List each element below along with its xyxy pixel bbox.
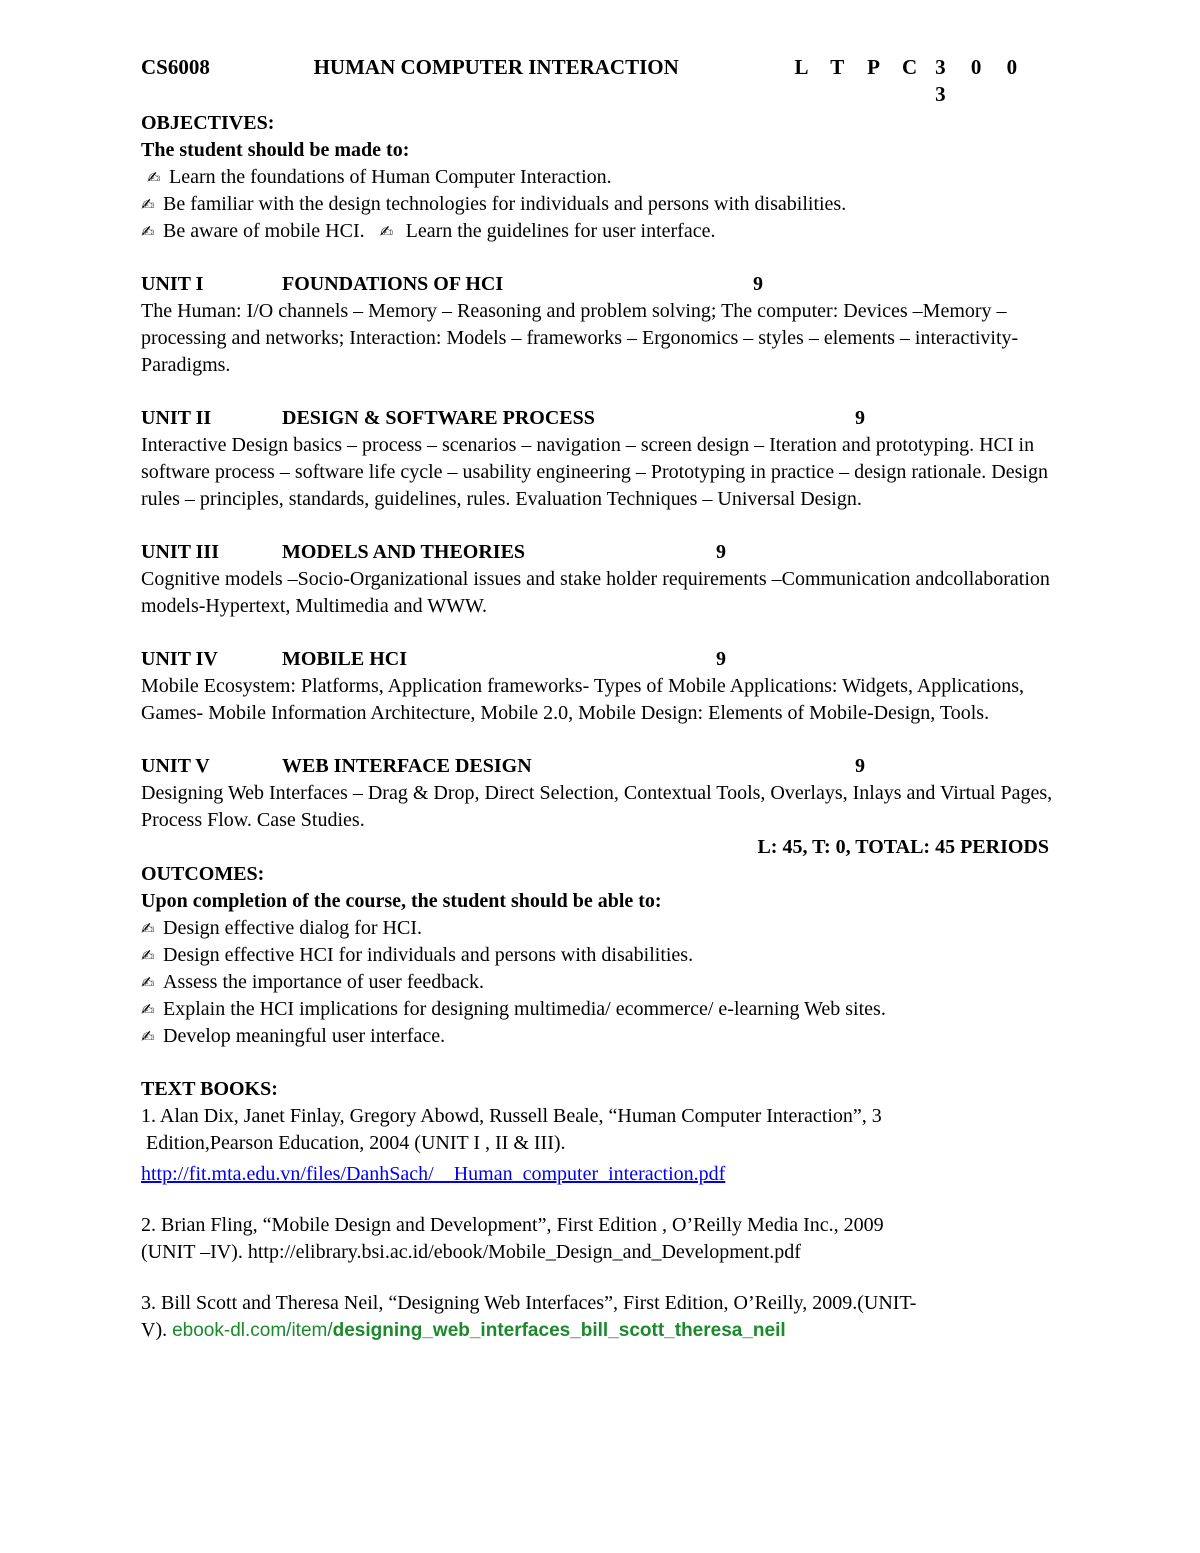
objective-item: ✍ Learn the foundations of Human Computer Interaction.: [141, 164, 1059, 191]
writing-hand-icon: ✍: [141, 946, 155, 965]
objectives-heading: OBJECTIVES:: [141, 112, 275, 134]
outcomes-intro: Upon completion of the course, the student should be able to:: [141, 890, 662, 912]
outcome-item: ✍ Assess the importance of user feedback.: [141, 969, 1059, 996]
textbook-2: 2. Brian Fling, “Mobile Design and Development”, First Edition , O’Reilly Media Inc., 2009 (UNIT –IV). http://elibrary.bsi.ac.id/ebook/Mobile_Design_and_Development.pdf: [141, 1214, 884, 1263]
ltpc-label: L T P C: [794, 55, 927, 79]
objectives-intro: The student should be made to:: [141, 139, 410, 161]
unit-block: [141, 539, 1059, 620]
writing-hand-icon: ✍: [141, 919, 155, 938]
total-periods: L: 45, T: 0, TOTAL: 45 PERIODS: [757, 836, 1049, 858]
unit-label: UNIT II: [141, 407, 212, 429]
unit-label: UNIT IV: [141, 648, 218, 670]
outcome-item: ✍ Develop meaningful user interface.: [141, 1023, 1059, 1050]
writing-hand-icon: ✍: [141, 1027, 155, 1046]
unit-body: Cognitive models –Socio-Organizational issues and stake holder requirements –Communication andcollaboration models-Hypertext, Multimedia and WWW.: [141, 568, 1050, 617]
unit-block: [141, 405, 1059, 513]
textbook-3: 3. Bill Scott and Theresa Neil, “Designing Web Interfaces”, First Edition, O’Reilly, 2009.(UNIT- V). ebook-dl.com/item/designing_web_interfaces_bill_scott_theresa_neil: [141, 1292, 917, 1341]
objective-item: ✍ Be aware of mobile HCI. ✍ Learn the guidelines for user interface.: [141, 218, 1059, 245]
credits-values: 3 0 0 3: [935, 55, 1028, 106]
unit-block: [141, 753, 1059, 834]
unit-hours: 9: [716, 541, 726, 563]
textbook-3-link[interactable]: ebook-dl.com/item/designing_web_interfaces_bill_scott_theresa_neil: [172, 1320, 786, 1341]
unit-title: MOBILE HCI: [282, 648, 408, 670]
unit-block: [141, 646, 1059, 727]
unit-body: Interactive Design basics – process – scenarios – navigation – screen design – Iteration and prototyping. HCI in software process – software life cycle – usability engineering – Prototyping in practice – design rationale. Design rules – principles, standards, guidelines, rules. Evaluation Techniques – Universal Design.: [141, 434, 1048, 510]
unit-hours: 9: [716, 648, 726, 670]
course-code: CS6008: [141, 55, 210, 79]
outcome-item: ✍ Design effective dialog for HCI.: [141, 915, 1059, 942]
outcome-item: ✍ Design effective HCI for individuals and persons with disabilities.: [141, 942, 1059, 969]
unit-body: Mobile Ecosystem: Platforms, Application frameworks- Types of Mobile Applications: Widgets, Applications, Games- Mobile Information Architecture, Mobile 2.0, Mobile Design: Elements of Mobile-Design, Tools.: [141, 675, 1025, 724]
unit-hours: 9: [855, 407, 865, 429]
unit-title: WEB INTERFACE DESIGN: [282, 755, 532, 777]
textbook-1: 1. Alan Dix, Janet Finlay, Gregory Abowd, Russell Beale, “Human Computer Interaction”, 3 Edition,Pearson Education, 2004 (UNIT I , II & III). http://fit.mta.edu.vn/files/DanhSach/__Human_computer_interaction.pdf: [141, 1105, 882, 1185]
unit-title: MODELS AND THEORIES: [282, 541, 526, 563]
course-header: [141, 54, 1059, 106]
unit-body: Designing Web Interfaces – Drag & Drop, Direct Selection, Contextual Tools, Overlays, Inlays and Virtual Pages, Process Flow. Case Studies.: [141, 782, 1053, 831]
unit-label: UNIT V: [141, 755, 210, 777]
outcome-item: ✍ Explain the HCI implications for designing multimedia/ ecommerce/ e-learning Web sites.: [141, 996, 1059, 1023]
unit-label: UNIT III: [141, 541, 219, 563]
syllabus-page: [141, 54, 1059, 1344]
writing-hand-icon: ✍: [141, 973, 155, 992]
course-title: HUMAN COMPUTER INTERACTION: [313, 55, 679, 79]
writing-hand-icon: ✍: [141, 222, 155, 241]
writing-hand-icon: ✍: [141, 195, 155, 214]
textbook-1-link[interactable]: http://fit.mta.edu.vn/files/DanhSach/__Human_computer_interaction.pdf: [141, 1163, 726, 1185]
unit-body: The Human: I/O channels – Memory – Reasoning and problem solving; The computer: Devices –Memory – processing and networks; Interaction: Models – frameworks – Ergonomics – styles – elements – interactivity- Paradigms.: [141, 300, 1019, 376]
textbooks-heading: TEXT BOOKS:: [141, 1078, 278, 1100]
objective-item: ✍ Be familiar with the design technologies for individuals and persons with disabilities.: [141, 191, 1059, 218]
unit-block: [141, 271, 1059, 379]
writing-hand-icon: ✍: [141, 1000, 155, 1019]
writing-hand-icon: ✍: [147, 168, 161, 187]
unit-hours: 9: [753, 273, 763, 295]
unit-title: DESIGN & SOFTWARE PROCESS: [282, 407, 595, 429]
outcomes-heading: OUTCOMES:: [141, 863, 265, 885]
unit-title: FOUNDATIONS OF HCI: [282, 273, 504, 295]
unit-label: UNIT I: [141, 273, 204, 295]
unit-hours: 9: [855, 755, 865, 777]
writing-hand-icon: ✍: [379, 222, 394, 241]
